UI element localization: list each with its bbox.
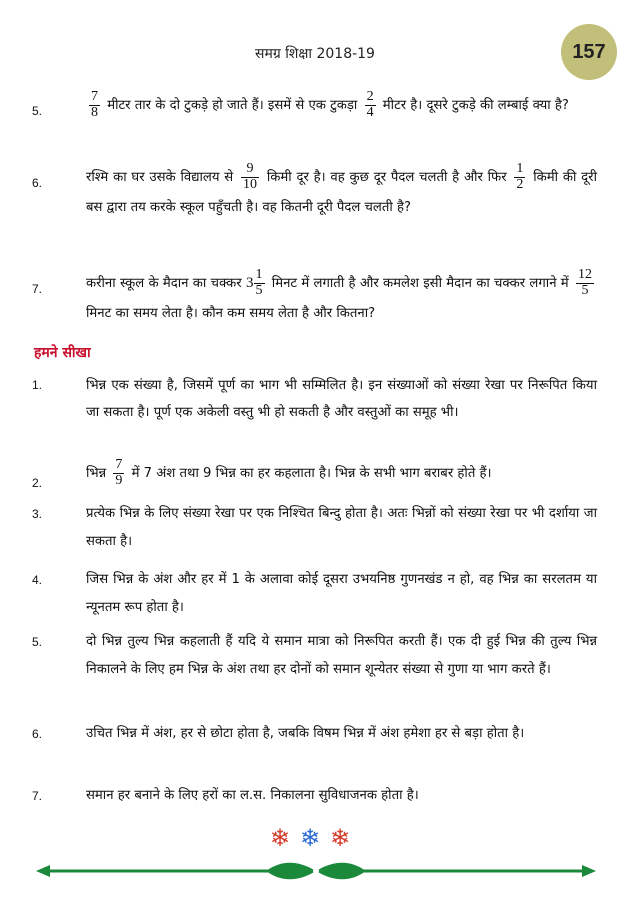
fraction: $\frac{2}{4}$ (366, 89, 374, 120)
item-number: 1. (32, 378, 43, 392)
item-text: भिन्न एक संख्या है, जिसमें पूर्ण का भाग भी सम्मिलित है। इन संख्याओं को संख्या रेखा पर निरूपित किया जा सकता है। पूर्ण एक अकेली वस्तु भी हो सकती है और वस्तुओं का समूह भी। (86, 378, 597, 420)
item-text: जिस भिन्न के अंश और हर में 1 के अलावा कोई दूसरा उभयनिष्ठ गुणनखंड न हो, वह भिन्न का सरलतम या न्यूनतम रूप होता है। (86, 572, 597, 615)
fraction: $\frac{12}{5}$ (578, 267, 592, 298)
item-number: 6. (32, 727, 43, 741)
fraction: $\frac{1}{5}$ (255, 267, 263, 298)
learned-item-2 (32, 458, 597, 488)
question-text: करीना स्कूल के मैदान का चक्कर 3 $\frac{1}{5}$ मिनट में लगाती है और कमलेश इसी मैदान का चक्कर लगाने में $\frac{12}{5}$ मिनट का समय लेता है। कौन कम समय लेता है और कितना? (86, 267, 592, 322)
learned-item-6 (32, 720, 597, 748)
item-number: 2. (32, 476, 43, 490)
question-5 (32, 90, 597, 120)
item-number: 4. (32, 573, 43, 587)
page-header: समग्र शिक्षा 2018-19 (255, 46, 375, 62)
snowflake-icon: ❄ (299, 824, 331, 852)
fraction: $\frac{7}{9}$ (115, 457, 123, 488)
question-7 (32, 268, 597, 329)
decorative-rule-icon (36, 858, 596, 884)
snowflake-icon: ❄ (330, 824, 361, 852)
question-text: $\frac{7}{8}$ मीटर तार के दो टुकड़े हो जाते हैं। इसमें से एक टुकड़ा $\frac{2}{4}$ मीटर है। दूसरे टुकड़े की लम्बाई क्या है? (91, 89, 569, 120)
fraction: $\frac{1}{2}$ (516, 161, 524, 192)
snowflake-icon: ❄ (269, 824, 300, 852)
learned-item-4 (32, 566, 597, 622)
question-text: रश्मि का घर उसके विद्यालय से $\frac{9}{10}$ किमी दूर है। वह कुछ दूर पैदल चलती है और फिर $\frac{1}{2}$ किमी की दूरी बस द्वारा तय करके स्कूल पहुँचती है। वह कितनी दूरी पैदल चलती है? (86, 161, 597, 216)
learned-item-7 (32, 782, 597, 810)
fraction: $\frac{9}{10}$ (243, 161, 258, 192)
page-number-badge: 157 (561, 24, 617, 80)
mixed-whole: 3 (246, 275, 254, 292)
question-number: 5. (32, 104, 43, 118)
question-6 (32, 162, 597, 223)
learned-item-3 (32, 500, 597, 556)
fraction: $\frac{7}{8}$ (91, 89, 98, 120)
item-text: दो भिन्न तुल्य भिन्न कहलाती हैं यदि ये समान मात्रा को निरूपित करती हैं। एक दी हुई भिन्न की तुल्य भिन्न निकालने के लिए हम भिन्न के अंश तथा हर दोनों को समान शून्येतर संख्या से गुणा या भाग करते हैं। (86, 634, 597, 677)
item-number: 3. (32, 507, 43, 521)
section-title: हमने सीखा (34, 345, 91, 361)
question-number: 7. (32, 282, 43, 296)
learned-item-5 (32, 628, 597, 684)
item-text: उचित भिन्न में अंश, हर से छोटा होता है, जबकि विषम भिन्न में अंश हमेशा हर से बड़ा होता है। (86, 726, 525, 741)
item-number: 5. (32, 635, 43, 649)
item-text: समान हर बनाने के लिए हरों का ल.स. निकालना सुविधाजनक होता है। (86, 788, 419, 803)
item-text: प्रत्येक भिन्न के लिए संख्या रेखा पर एक निश्चित बिन्दु होता है। अतः भिन्नों को संख्या रेखा पर भी दर्शाया जा सकता है। (86, 506, 597, 549)
decorative-ornament (0, 824, 630, 852)
question-number: 6. (32, 176, 43, 190)
item-number: 7. (32, 789, 43, 803)
learned-item-1 (32, 372, 597, 426)
item-text: भिन्न $\frac{7}{9}$ में 7 अंश तथा 9 भिन्न का हर कहलाता है। भिन्न के सभी भाग बराबर होते हैं। (86, 457, 492, 488)
